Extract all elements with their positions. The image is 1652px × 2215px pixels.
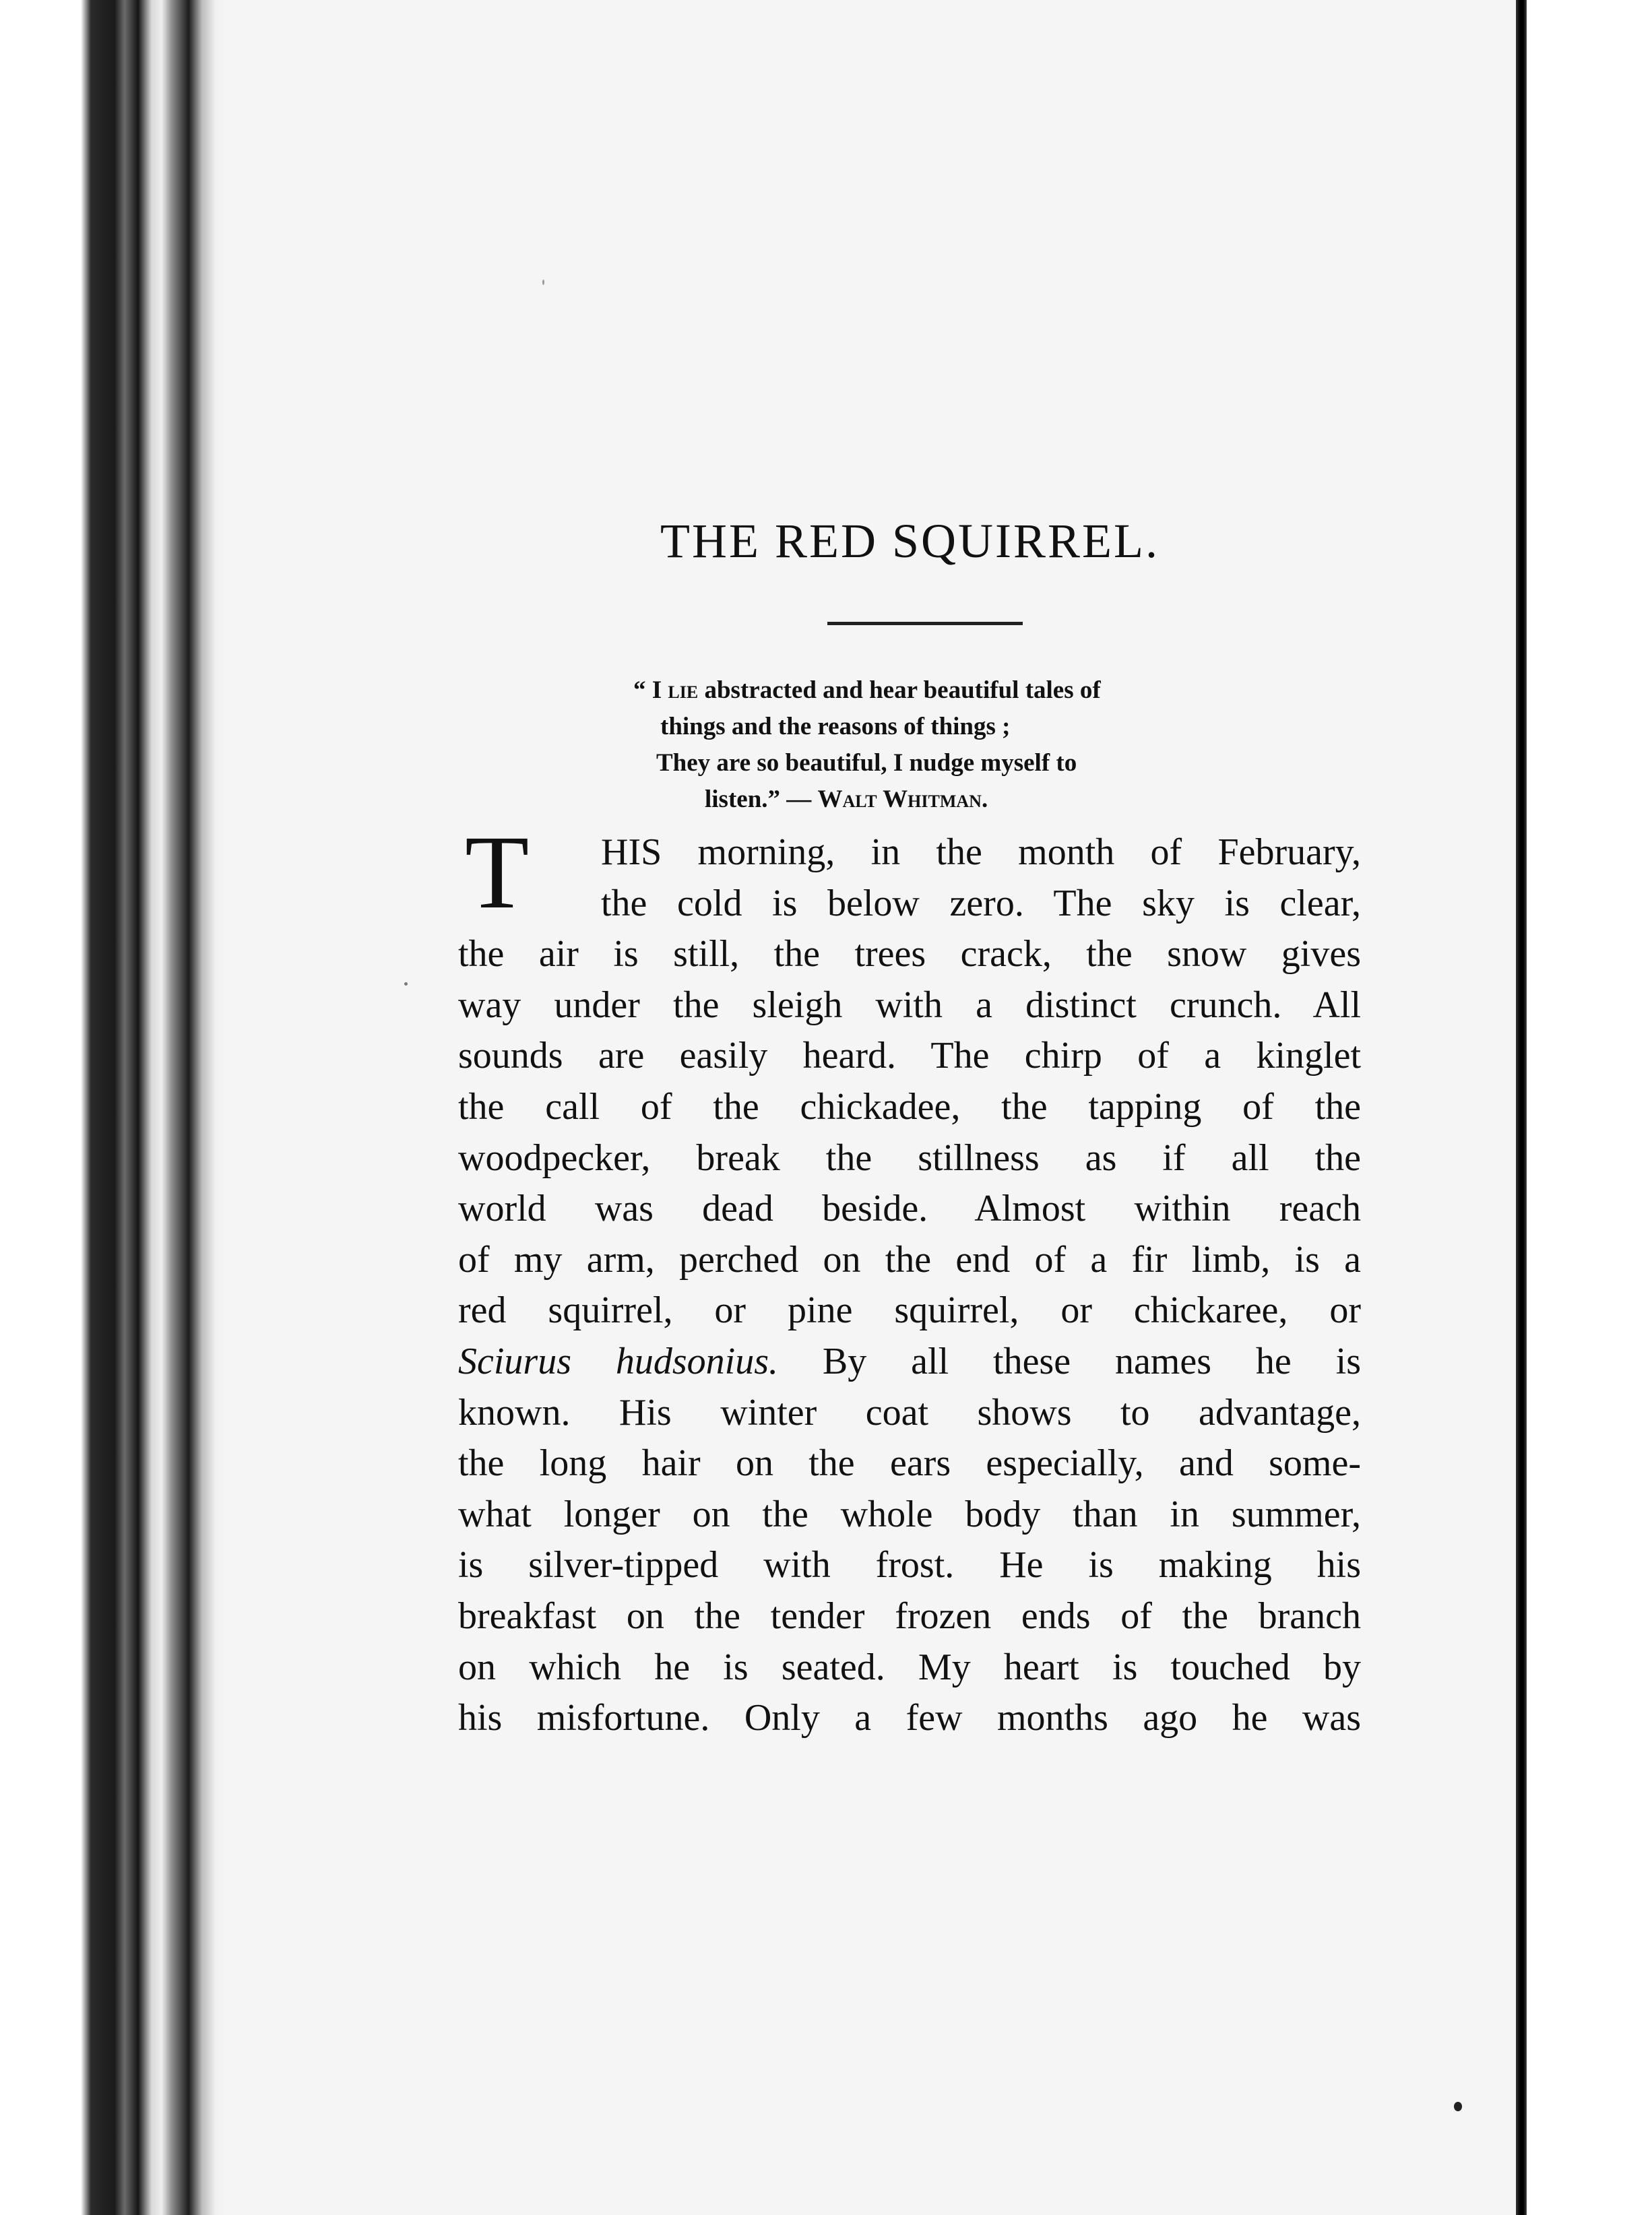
right-margin (1527, 0, 1652, 2215)
title-divider (827, 622, 1023, 625)
body-line: sounds are easily heard. The chirp of a kinglet (458, 1035, 1361, 1077)
body-text (458, 827, 1361, 1744)
body-line: of my arm, perched on the end of a fir limb, is a (458, 1238, 1361, 1281)
epigraph-line-1 (633, 672, 1267, 709)
scan-speck (404, 982, 408, 986)
body-line: what longer on the whole body than in summer, (458, 1493, 1361, 1535)
scan-speck (1454, 2102, 1462, 2111)
body-line: woodpecker, break the stillness as if all the (458, 1136, 1361, 1179)
body-line: his misfortune. Only a few months ago he was (458, 1697, 1361, 1739)
epigraph-smallcaps-word: lie (668, 676, 699, 704)
body-line-11-rest: By all these names he is (778, 1340, 1361, 1382)
body-line: the call of the chickadee, the tapping of the (458, 1085, 1361, 1128)
body-line: on which he is seated. My heart is touched by (458, 1646, 1361, 1688)
epigraph-author: Walt Whitman. (817, 785, 988, 813)
body-line: breakfast on the tender frozen ends of the branch (458, 1595, 1361, 1637)
right-page-edge (1516, 0, 1527, 2215)
body-line: is silver-tipped with frost. He is making his (458, 1544, 1361, 1586)
latin-name: Sciurus hudsonius. (458, 1340, 779, 1382)
epigraph (633, 672, 1267, 818)
body-line: the air is still, the trees crack, the snow gives (458, 933, 1361, 975)
epigraph-line-2: things and the reasons of things ; (660, 713, 1011, 740)
body-line-2: the cold is below zero. The sky is clear, (601, 882, 1361, 924)
drop-cap: T (465, 814, 530, 930)
body-line: world was dead beside. Almost within reach (458, 1188, 1361, 1230)
epigraph-line-1-rest: abstracted and hear beautiful tales of (698, 676, 1101, 704)
body-line: known. His winter coat shows to advantage, (458, 1391, 1361, 1434)
body-line: red squirrel, or pine squirrel, or chickaree, or (458, 1289, 1361, 1332)
body-line-1: HIS morning, in the month of February, (601, 831, 1361, 873)
body-line: the long hair on the ears especially, and some- (458, 1442, 1361, 1485)
epigraph-open: “ I (633, 676, 668, 704)
book-binding-edge (0, 0, 229, 2215)
scan-speck (542, 280, 544, 285)
epigraph-line-3: They are so beautiful, I nudge myself to (656, 749, 1077, 777)
chapter-title: THE RED SQUIRREL. (660, 514, 1159, 568)
epigraph-line-4 (633, 781, 1267, 818)
body-line: way under the sleigh with a distinct crunch. All (458, 984, 1361, 1026)
body-line-11 (458, 1337, 1361, 1388)
epigraph-line-4-text: listen.” — (705, 785, 818, 813)
